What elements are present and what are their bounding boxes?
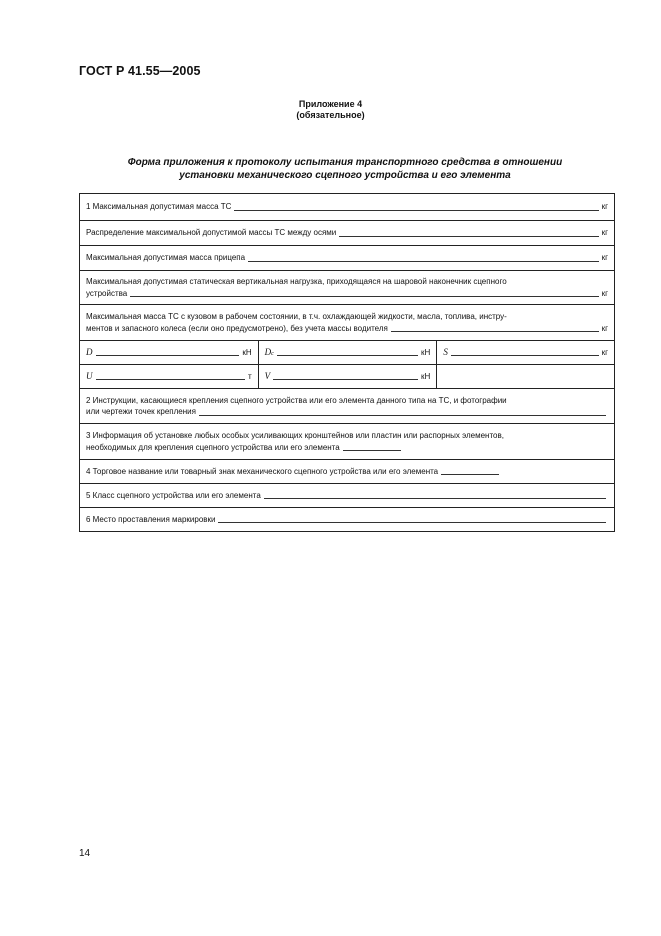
s-unit: кг <box>601 347 608 357</box>
v-unit: кН <box>421 371 431 381</box>
instructions-blank[interactable] <box>199 415 606 416</box>
s-blank[interactable] <box>451 355 599 356</box>
trade-name-blank[interactable] <box>441 474 499 475</box>
u-blank[interactable] <box>96 379 245 380</box>
max-mass-blank[interactable] <box>234 210 598 211</box>
marking-blank[interactable] <box>218 522 606 523</box>
dc-blank[interactable] <box>277 355 418 356</box>
max-mass-label: 1 Максимальная допустимая масса ТС <box>86 202 232 212</box>
axle-distribution-blank[interactable] <box>339 236 598 237</box>
max-mass-unit: кг <box>601 202 608 212</box>
reinforcement-line2: необходимых для крепления сцепного устройства или его элемента <box>86 442 340 452</box>
row-vertical-load <box>80 271 615 305</box>
d-unit: кН <box>242 347 252 357</box>
vertical-load-unit: кг <box>601 288 608 298</box>
trailer-mass-blank[interactable] <box>248 261 599 262</box>
dc-unit: кН <box>421 347 431 357</box>
dc-symbol: D <box>264 346 272 357</box>
dc-subscript: c <box>271 350 274 357</box>
standard-code: ГОСТ Р 41.55—2005 <box>79 64 201 78</box>
row-axle-distribution <box>80 221 615 246</box>
s-symbol: S <box>443 346 448 357</box>
class-blank[interactable] <box>264 498 606 499</box>
annex-heading <box>0 99 661 121</box>
annex-status: (обязательное) <box>296 110 365 120</box>
annex-title: Приложение 4 <box>298 99 363 109</box>
form-table <box>79 193 615 532</box>
instructions-line2: или чертежи точек крепления <box>86 407 196 416</box>
u-symbol: U <box>86 370 93 381</box>
u-unit: т <box>247 371 252 381</box>
d-blank[interactable] <box>96 355 240 356</box>
row-body-mass <box>80 305 615 341</box>
empty-cell <box>437 365 615 389</box>
axle-distribution-unit: кг <box>601 228 608 238</box>
trailer-mass-unit: кг <box>601 253 608 263</box>
row-d-values <box>80 341 615 365</box>
marking-label: 6 Место проставления маркировки <box>86 514 216 524</box>
row-class <box>80 484 615 508</box>
body-mass-line1: Максимальная масса ТС с кузовом в рабочем состоянии, в т.ч. охлаждающей жидкости, масла, топлива, инстру- <box>86 312 507 321</box>
form-title-line2: установки механического сцепного устройства и его элемента <box>179 169 511 181</box>
trade-name-label: 4 Торговое название или товарный знак механического сцепного устройства или его элемента <box>86 466 439 476</box>
vertical-load-line2: устройства <box>86 288 128 298</box>
body-mass-line2: ментов и запасного колеса (если оно предусмотрено), без учета массы водителя <box>86 323 388 333</box>
body-mass-unit: кг <box>601 323 608 333</box>
row-trade-name <box>80 460 615 484</box>
trailer-mass-label: Максимальная допустимая масса прицепа <box>86 253 246 263</box>
v-blank[interactable] <box>273 379 418 380</box>
reinforcement-blank[interactable] <box>343 450 401 451</box>
v-symbol: V <box>264 370 271 381</box>
row-max-mass <box>80 194 615 221</box>
vertical-load-blank[interactable] <box>130 296 598 297</box>
row-reinforcement <box>80 424 615 460</box>
row-u-values <box>80 365 615 389</box>
body-mass-blank[interactable] <box>391 331 599 332</box>
instructions-line1: 2 Инструкции, касающиеся крепления сцепного устройства или его элемента данного типа на ТС, и фотографии <box>86 395 507 405</box>
row-instructions <box>80 389 615 424</box>
vertical-load-line1: Максимальная допустимая статическая вертикальная нагрузка, приходящаяся на шаровой наконечник сцепного <box>86 277 507 286</box>
row-marking <box>80 508 615 532</box>
class-label: 5 Класс сцепного устройства или его элемента <box>86 490 261 500</box>
reinforcement-line1: 3 Информация об установке любых особых усиливающих кронштейнов или пластин или распорных элементов, <box>86 431 504 440</box>
form-title-line1: Форма приложения к протоколу испытания транспортного средства в отношении <box>127 157 563 168</box>
axle-distribution-label: Распределение максимальной допустимой массы ТС между осями <box>86 228 337 238</box>
page-number: 14 <box>79 848 91 859</box>
form-title <box>70 157 620 182</box>
d-symbol: D <box>86 346 93 357</box>
row-trailer-mass <box>80 246 615 271</box>
